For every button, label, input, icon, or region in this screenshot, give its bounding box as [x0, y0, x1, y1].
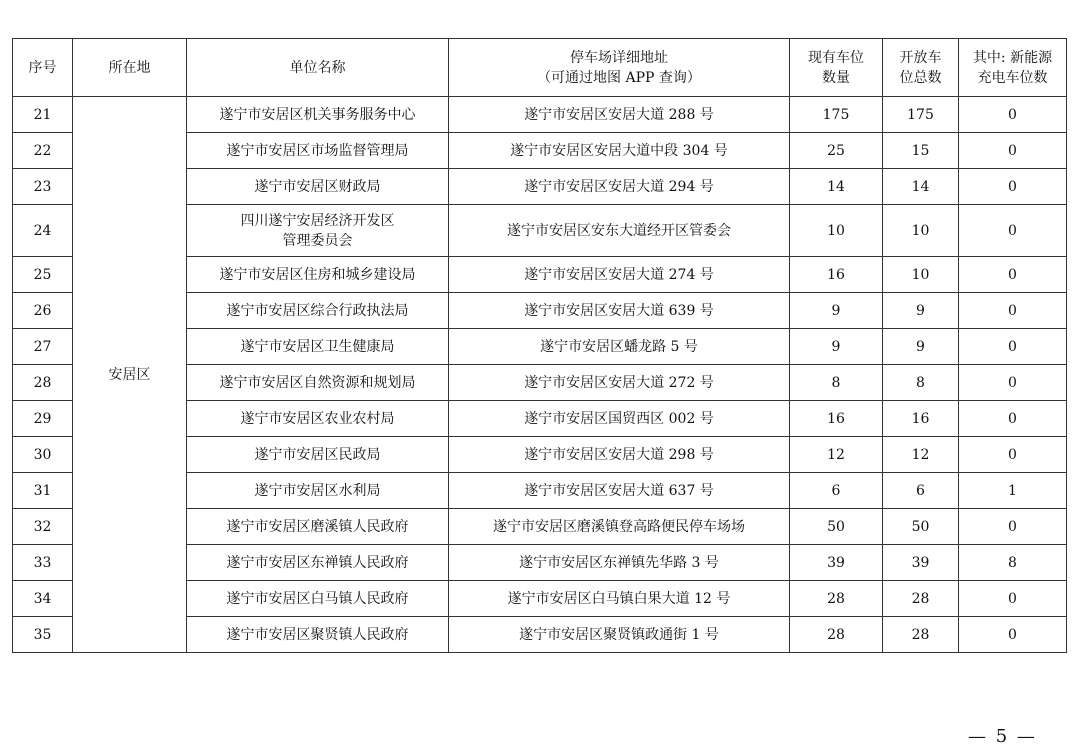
- cell-unit-line2: 管理委员会: [282, 232, 353, 249]
- cell-current: 39: [790, 545, 883, 581]
- cell-unit: 遂宁市安居区东禅镇人民政府: [187, 545, 449, 581]
- header-unit: 单位名称: [187, 39, 449, 97]
- cell-seq: 21: [13, 97, 73, 133]
- cell-unit: 遂宁市安居区民政局: [187, 437, 449, 473]
- cell-open: 14: [883, 169, 959, 205]
- cell-ev: 0: [959, 169, 1067, 205]
- header-open-line2: 位总数: [899, 69, 942, 86]
- cell-current: 9: [790, 329, 883, 365]
- cell-open: 15: [883, 133, 959, 169]
- table-row: [13, 97, 1067, 133]
- cell-ev: 0: [959, 581, 1067, 617]
- cell-address: 遂宁市安居区安居大道 294 号: [449, 169, 790, 205]
- cell-address: 遂宁市安居区国贸西区 002 号: [449, 401, 790, 437]
- cell-ev: 0: [959, 97, 1067, 133]
- cell-open: 10: [883, 257, 959, 293]
- cell-unit: 遂宁市安居区卫生健康局: [187, 329, 449, 365]
- cell-current: 12: [790, 437, 883, 473]
- cell-open: 28: [883, 617, 959, 653]
- cell-open: 9: [883, 293, 959, 329]
- cell-current: 16: [790, 257, 883, 293]
- cell-seq: 35: [13, 617, 73, 653]
- header-ev: [959, 39, 1067, 97]
- cell-ev: 0: [959, 133, 1067, 169]
- cell-current: 16: [790, 401, 883, 437]
- header-open-line1: 开放车: [899, 49, 942, 66]
- cell-seq: 27: [13, 329, 73, 365]
- header-current: [790, 39, 883, 97]
- cell-address: 遂宁市安居区东禅镇先华路 3 号: [449, 545, 790, 581]
- cell-open: 50: [883, 509, 959, 545]
- cell-current: 10: [790, 205, 883, 257]
- cell-current: 6: [790, 473, 883, 509]
- cell-seq: 31: [13, 473, 73, 509]
- cell-address: 遂宁市安居区安居大道 272 号: [449, 365, 790, 401]
- cell-open: 10: [883, 205, 959, 257]
- header-current-line2: 数量: [822, 69, 850, 86]
- header-address-line1: 停车场详细地址: [570, 49, 668, 66]
- cell-current: 8: [790, 365, 883, 401]
- cell-ev: 0: [959, 205, 1067, 257]
- cell-unit: 遂宁市安居区财政局: [187, 169, 449, 205]
- header-ev-line1: 其中: 新能源: [972, 49, 1053, 66]
- header-ev-line2: 充电车位数: [977, 69, 1048, 86]
- cell-unit: 遂宁市安居区聚贤镇人民政府: [187, 617, 449, 653]
- cell-open: 39: [883, 545, 959, 581]
- cell-open: 16: [883, 401, 959, 437]
- cell-current: 9: [790, 293, 883, 329]
- cell-unit: 遂宁市安居区水利局: [187, 473, 449, 509]
- cell-unit: 遂宁市安居区农业农村局: [187, 401, 449, 437]
- cell-seq: 30: [13, 437, 73, 473]
- cell-seq: 22: [13, 133, 73, 169]
- cell-seq: 34: [13, 581, 73, 617]
- cell-ev: 0: [959, 257, 1067, 293]
- cell-ev: 0: [959, 617, 1067, 653]
- cell-open: 12: [883, 437, 959, 473]
- cell-ev: 0: [959, 293, 1067, 329]
- cell-seq: 23: [13, 169, 73, 205]
- cell-address: 遂宁市安居区蟠龙路 5 号: [449, 329, 790, 365]
- cell-open: 28: [883, 581, 959, 617]
- cell-address: 遂宁市安居区白马镇白果大道 12 号: [449, 581, 790, 617]
- cell-current: 25: [790, 133, 883, 169]
- header-address: [449, 39, 790, 97]
- cell-unit: 遂宁市安居区综合行政执法局: [187, 293, 449, 329]
- cell-address: 遂宁市安居区安东大道经开区管委会: [449, 205, 790, 257]
- cell-address: 遂宁市安居区安居大道 288 号: [449, 97, 790, 133]
- cell-ev: 0: [959, 401, 1067, 437]
- cell-ev: 1: [959, 473, 1067, 509]
- cell-open: 6: [883, 473, 959, 509]
- cell-seq: 26: [13, 293, 73, 329]
- cell-seq: 33: [13, 545, 73, 581]
- cell-seq: 25: [13, 257, 73, 293]
- cell-location: 安居区: [73, 97, 187, 653]
- cell-ev: 0: [959, 329, 1067, 365]
- cell-unit: 遂宁市安居区市场监督管理局: [187, 133, 449, 169]
- cell-ev: 0: [959, 509, 1067, 545]
- cell-current: 28: [790, 581, 883, 617]
- cell-unit: 遂宁市安居区住房和城乡建设局: [187, 257, 449, 293]
- cell-open: 9: [883, 329, 959, 365]
- cell-seq: 24: [13, 205, 73, 257]
- cell-address: 遂宁市安居区安居大道 639 号: [449, 293, 790, 329]
- cell-ev: 0: [959, 437, 1067, 473]
- cell-current: 50: [790, 509, 883, 545]
- cell-unit: 遂宁市安居区自然资源和规划局: [187, 365, 449, 401]
- cell-address: 遂宁市安居区磨溪镇登高路便民停车场场: [449, 509, 790, 545]
- cell-unit: 遂宁市安居区白马镇人民政府: [187, 581, 449, 617]
- cell-unit-line1: 四川遂宁安居经济开发区: [240, 212, 395, 229]
- cell-unit: [187, 205, 449, 257]
- header-location: 所在地: [73, 39, 187, 97]
- cell-address: 遂宁市安居区安居大道 298 号: [449, 437, 790, 473]
- cell-address: 遂宁市安居区聚贤镇政通街 1 号: [449, 617, 790, 653]
- cell-address: 遂宁市安居区安居大道中段 304 号: [449, 133, 790, 169]
- cell-address: 遂宁市安居区安居大道 637 号: [449, 473, 790, 509]
- header-current-line1: 现有车位: [808, 49, 864, 66]
- cell-current: 175: [790, 97, 883, 133]
- cell-seq: 28: [13, 365, 73, 401]
- cell-unit: 遂宁市安居区机关事务服务中心: [187, 97, 449, 133]
- cell-seq: 32: [13, 509, 73, 545]
- cell-current: 28: [790, 617, 883, 653]
- cell-address: 遂宁市安居区安居大道 274 号: [449, 257, 790, 293]
- header-open: [883, 39, 959, 97]
- header-address-line2: （可通过地图 APP 查询）: [537, 69, 701, 86]
- cell-current: 14: [790, 169, 883, 205]
- page-number: — 5 —: [968, 726, 1037, 747]
- cell-open: 8: [883, 365, 959, 401]
- header-seq: 序号: [13, 39, 73, 97]
- header-row: [13, 39, 1067, 97]
- cell-seq: 29: [13, 401, 73, 437]
- parking-table: [12, 38, 1067, 653]
- cell-unit: 遂宁市安居区磨溪镇人民政府: [187, 509, 449, 545]
- cell-open: 175: [883, 97, 959, 133]
- cell-ev: 8: [959, 545, 1067, 581]
- cell-ev: 0: [959, 365, 1067, 401]
